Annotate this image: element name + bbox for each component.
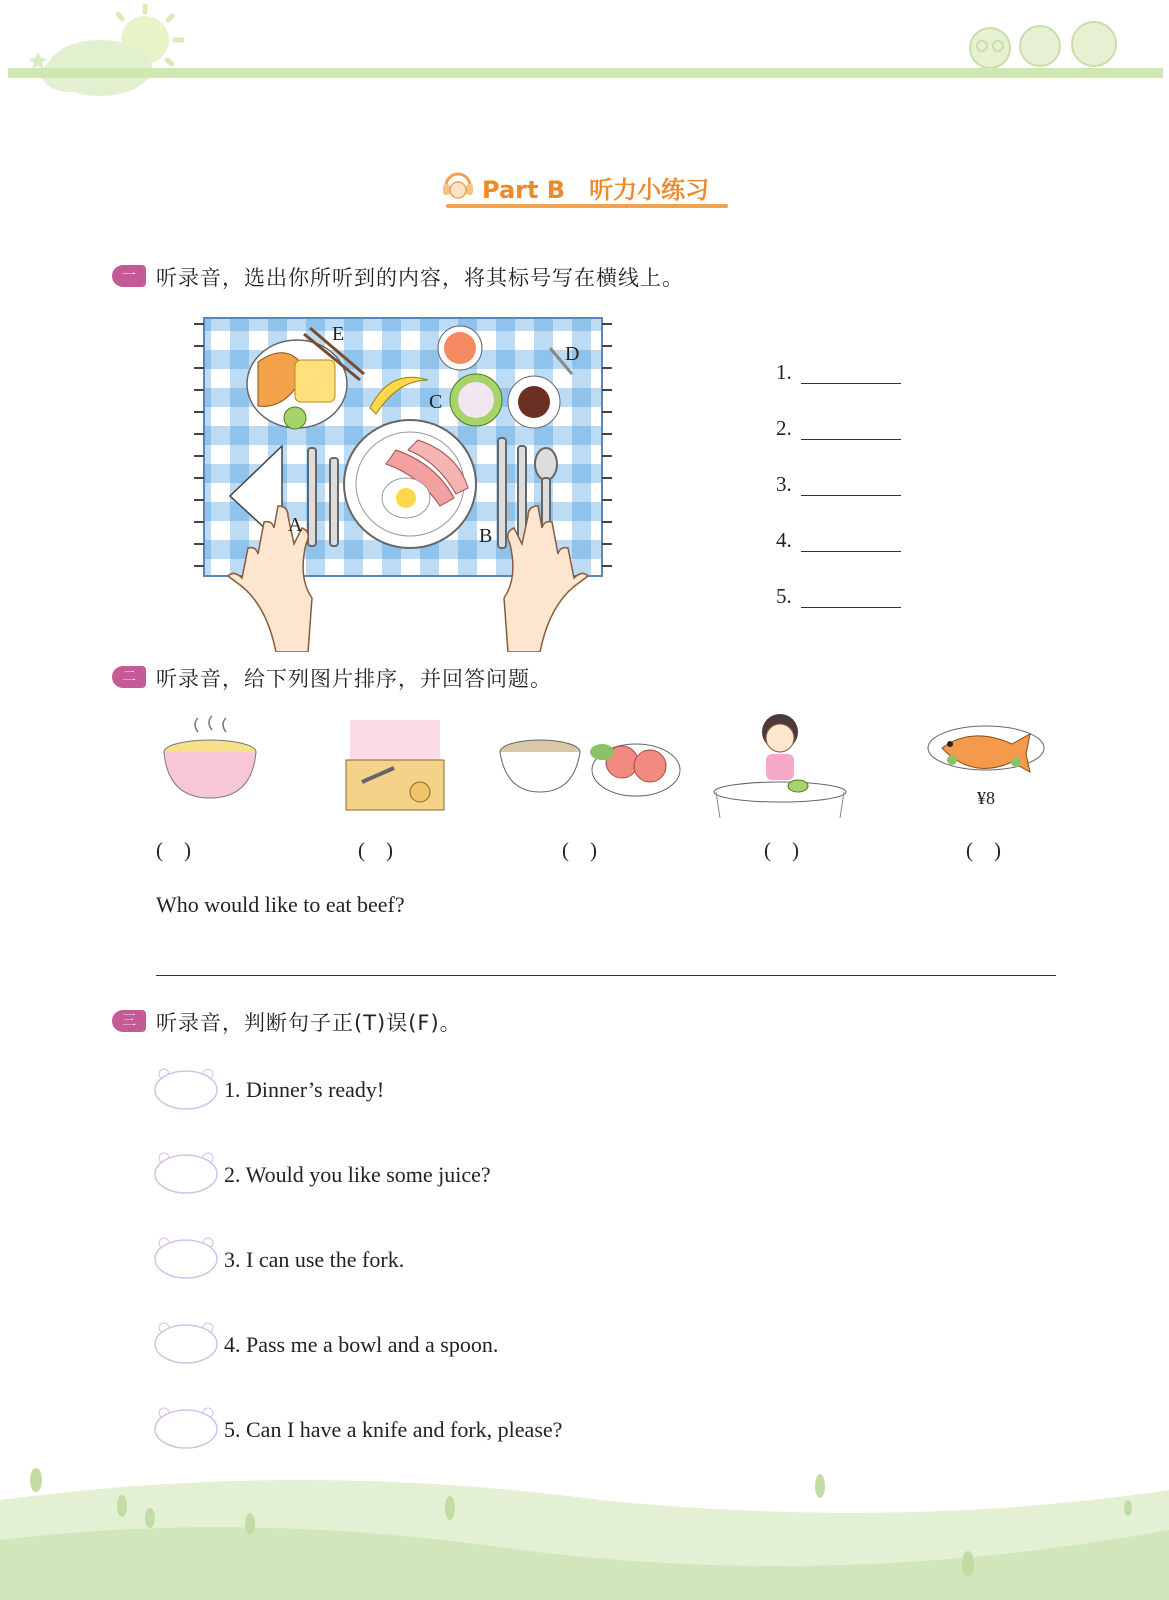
part-title: Part B 听力小练习 [482, 176, 710, 204]
footer-landscape [0, 1460, 1169, 1600]
part-title-banner [440, 162, 730, 212]
section3-tag: 三 [112, 1010, 146, 1032]
section3-instruction: 听录音，判断句子正(T)误(F)。 [156, 1011, 462, 1035]
blank-4-line[interactable] [801, 551, 901, 552]
section1-tag: 一 [112, 265, 146, 287]
paren-4[interactable]: ( ) [764, 838, 799, 862]
title-underline [446, 204, 728, 208]
section2-instruction: 听录音，给下列图片排序，并回答问题。 [156, 667, 552, 691]
blank-2-line[interactable] [801, 439, 901, 440]
question-answer-line[interactable] [156, 975, 1056, 976]
paren-5[interactable]: ( ) [966, 838, 1001, 862]
price-label: ¥8 [977, 788, 995, 808]
juice-cup-icon [438, 326, 482, 370]
label-b: B [479, 525, 493, 547]
answer-bubble-icon[interactable] [154, 1066, 218, 1110]
blank-2-label: 2. [776, 416, 792, 440]
answer-bubble-icon[interactable] [154, 1320, 218, 1364]
answer-bubble-icon[interactable] [154, 1235, 218, 1279]
section2-pictures [150, 712, 1070, 822]
paren-1[interactable]: ( ) [156, 838, 191, 862]
sentence-5: 5. Can I have a knife and fork, please? [224, 1417, 563, 1442]
soup-bowl-icon [164, 716, 256, 798]
label-c: C [429, 391, 443, 413]
label-e: E [332, 323, 345, 345]
blank-5-label: 5. [776, 584, 792, 608]
sentence-3: 3. I can use the fork. [224, 1247, 405, 1272]
header-bar [8, 68, 1163, 78]
blank-1-label: 1. [776, 360, 792, 384]
blank-3-label: 3. [776, 472, 792, 496]
blank-4-label: 4. [776, 528, 792, 552]
coffee-cup-icon [508, 376, 560, 428]
girl-eating-icon [714, 714, 846, 818]
label-d: D [565, 343, 580, 365]
blank-5-line[interactable] [801, 607, 901, 608]
cutting-food-icon [346, 720, 444, 810]
bread-plate-icon [247, 340, 347, 429]
paren-3[interactable]: ( ) [562, 838, 597, 862]
paren-2[interactable]: ( ) [358, 838, 393, 862]
animal-faces-icon [970, 22, 1116, 68]
blank-1-line[interactable] [801, 383, 901, 384]
question-text: Who would like to eat beef? [156, 892, 405, 917]
sentence-4: 4. Pass me a bowl and a spoon. [224, 1332, 499, 1357]
breakfast-placemat-illustration [192, 312, 622, 652]
label-a: A [288, 514, 303, 536]
section2-tag: 二 [112, 666, 146, 688]
sentence-1: 1. Dinner’s ready! [224, 1077, 385, 1102]
cereal-bowl-icon [450, 374, 502, 426]
blank-3-line[interactable] [801, 495, 901, 496]
sentence-2: 2. Would you like some juice? [224, 1162, 491, 1187]
dinner-plate-icon [344, 420, 476, 548]
sun-cloud-icon [29, 6, 182, 96]
header-decoration [0, 0, 1169, 110]
headphones-icon [440, 164, 476, 204]
section1-instruction: 听录音，选出你所听到的内容，将其标号写在横线上。 [156, 266, 684, 290]
noodles-and-beef-icon [500, 740, 680, 796]
fish-plate-icon [928, 726, 1044, 772]
answer-bubble-icon[interactable] [154, 1405, 218, 1449]
answer-bubble-icon[interactable] [154, 1150, 218, 1194]
